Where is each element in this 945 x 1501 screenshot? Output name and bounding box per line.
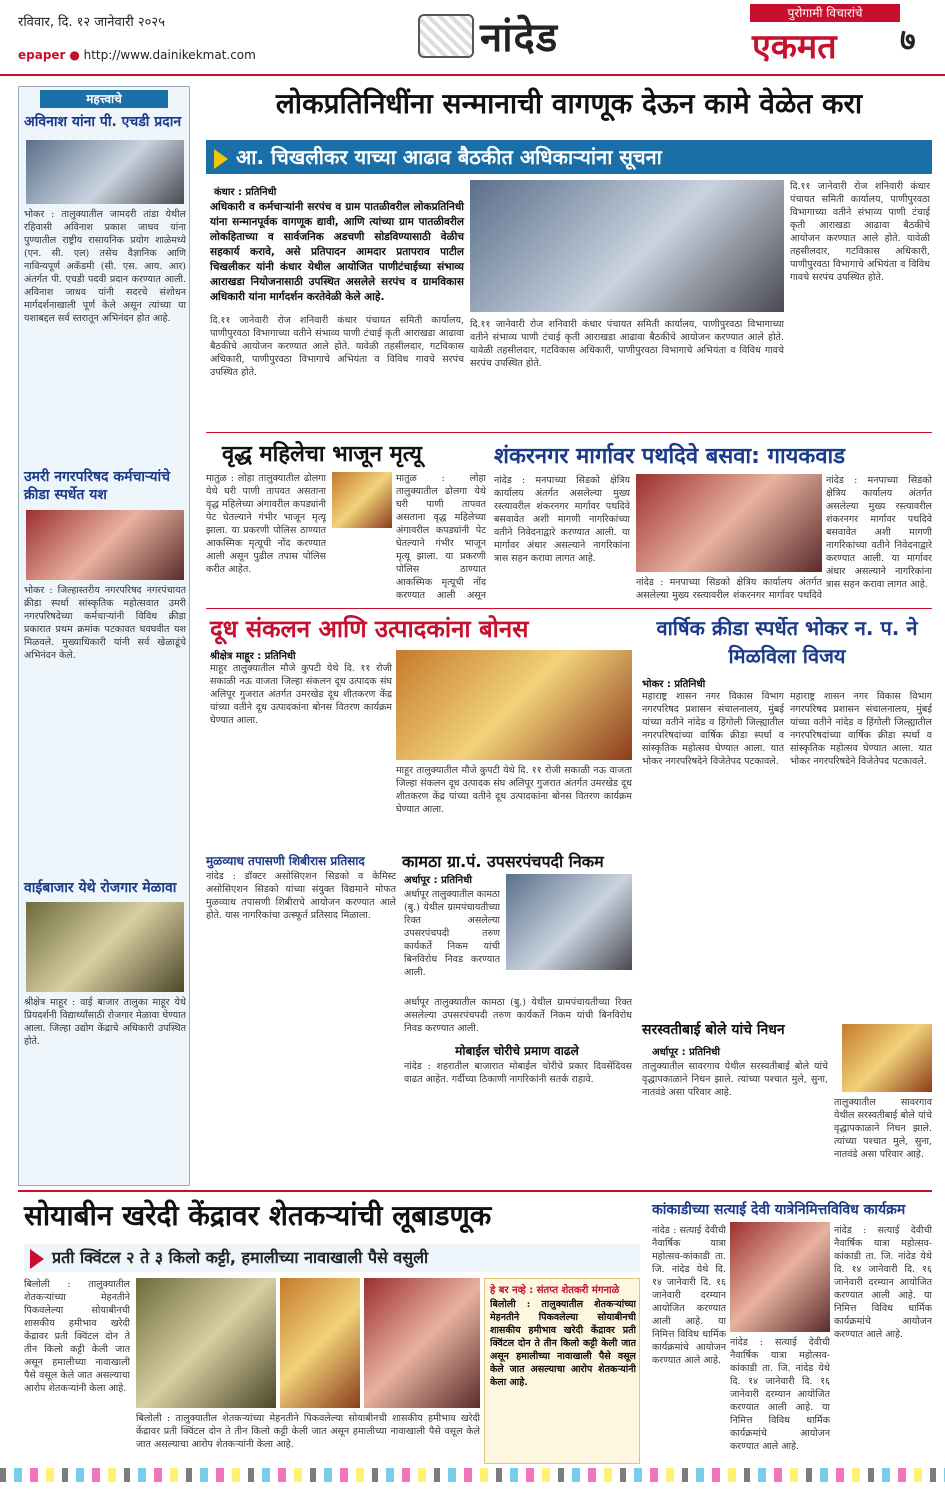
kamtha-photo xyxy=(506,874,632,970)
kakandi-text-2: नांदेड : सत्याई देवीची नैवार्षिक यात्रा महोत्सव-कांकाडी ता. जि. नांदेड येथे दि. १४ जानेवारी दि. १६ जानेवारी दरम्यान आयोजित करण्यात आली आहे. या निमित्त विविध धार्मिक कार्यक्रमांचे आयोजन करण्यात आले आहे. xyxy=(730,1337,830,1452)
dudh-photo xyxy=(396,650,632,760)
bottom-story-headline[interactable]: सोयाबीन खरेदी केंद्रावर शेतकऱ्यांची लूबाडणूक xyxy=(24,1199,492,1232)
shankar-photo xyxy=(636,474,822,572)
shankar-headline[interactable]: शंकरनगर मार्गावर पथदिवे बसवा: गायकवाड xyxy=(494,444,846,469)
mobile-text: नांदेड : शहरातील बाजारात मोबाईल चोरीचे प्रकार दिवसेंदिवस वाढत आहेत. गर्दीच्या ठिकाणी नागरिकांनी सतर्क राहावे. xyxy=(404,1061,632,1085)
dudh-byline: श्रीक्षेत्र माहूर : प्रतिनिधी xyxy=(210,651,296,662)
brand-tagline: पुरोगामी विचारांचे xyxy=(750,4,900,22)
globe-icon: ● xyxy=(69,48,80,62)
bottom-story-photo-1 xyxy=(136,1278,276,1408)
left-story2-text: भोकर : जिल्हास्तरीय नगरपरिषद नगरपंचायत क्रीडा स्पर्धा सांस्कृतिक महोत्सवात उमरी नगरपरिषदेच्या कर्मचाऱ्यांनी विविध क्रीडा प्रकारात प्रथम क्रमांक पटकावत घवघवीत यश मिळवले. मुख्याधिकारी यांनी सर्व खेळाडूंचे अभिनंदन केले. xyxy=(24,585,186,661)
bottom-story-sidebar-text: बिलोली : तालुक्यातील शेतकऱ्यांच्या मेहनतीने पिकवलेल्या सोयाबीनची शासकीय हमीभाव खरेदी केंद्रावर प्रती क्विंटल दोन ते तीन किलो कट्टी केली जात असून हमालीच्या नावाखाली पैसे वसूल केले जात असल्याचा आरोप शेतकऱ्यांनी केला आहे. xyxy=(490,1299,636,1388)
top-story-photo xyxy=(470,180,784,312)
epaper-label: epaper xyxy=(18,48,66,62)
kamtha-text: अर्धापूर तालुक्यातील कामठा (बु.) येथील ग्रामपंचायतीच्या रिक्त असलेल्या उपसरपंचपदी तरुण कार्यकर्ते निकम यांची बिनविरोध निवड करण्यात आली. xyxy=(404,889,500,978)
dudh-text-2: माहूर तालुक्यातील मौजे कुपटी येथे दि. ११ रोजी सकाळी नऊ वाजता जिल्हा संकलन दूध उत्पादक संघ अलिपूर गुजरात अंतर्गत उमरखेड दूध शीतकरण केंद्र यांच्या वतीने दूध उत्पादकांना बोनस वितरण कार्यक्रम घेण्यात आला. xyxy=(396,765,632,815)
bottom-story-text-2: बिलोली : तालुक्यातील शेतकऱ्यांच्या मेहनतीने पिकवलेल्या सोयाबीनची शासकीय हमीभाव खरेदी केंद्रावर प्रती क्विंटल दोन ते तीन किलो कट्टी केली जात असून हमालीच्या नावाखाली पैसे वसूल केले जात असल्याचा आरोप शेतकऱ्यांनी केला आहे. xyxy=(136,1413,480,1450)
divider xyxy=(206,432,932,433)
divider xyxy=(18,1190,932,1192)
shankar-text-2: नांदेड : मनपाच्या सिडको क्षेत्रिय कार्यालय अंतर्गत असलेल्या मुख्य रस्त्यावरील शंकरनगर मार्गावर पथदिवे xyxy=(636,577,822,601)
kamtha-text-2: अर्धापूर तालुक्यातील कामठा (बु.) येथील ग्रामपंचायतीच्या रिक्त असलेल्या उपसरपंचपदी तरुण कार्यकर्ते निकम यांची बिनविरोध निवड करण्यात आली. xyxy=(404,997,632,1034)
left-story3-text: श्रीक्षेत्र माहूर : वाई बाजार तालुका माहूर येथे प्रियदर्शनी विद्यार्थ्यांसाठी रोजगार मेळावा घेण्यात आला. जिल्हा उद्योग केंद्राचे अधिकारी उपस्थित होते. xyxy=(24,997,186,1047)
page-number: ७ xyxy=(900,23,916,58)
saraswati-text-2: तालुक्यातील सावरगाव येथील सरस्वतीबाई बोले यांचे वृद्धापकाळाने निधन झाले. त्यांच्या पश्चात मुले, सुना, नातवंडे असा परिवार आहे. xyxy=(834,1097,932,1160)
kakandi-text: नांदेड : सत्याई देवीची नैवार्षिक यात्रा महोत्सव-कांकाडी ता. जि. नांदेड येथे दि. १४ जानेवारी दि. १६ जानेवारी दरम्यान आयोजित करण्यात आली आहे. या निमित्त विविध धार्मिक कार्यक्रमांचे आयोजन करण्यात आले आहे. xyxy=(652,1225,726,1366)
arrow-icon xyxy=(214,149,228,169)
vrudh-headline[interactable]: वृद्ध महिलेचा भाजून मृत्यू xyxy=(222,442,422,467)
epaper-url: http://www.dainikekmat.com xyxy=(83,48,256,62)
city-emblem-icon xyxy=(418,14,474,58)
top-story-body-3: दि.११ जानेवारी रोज शनिवारी कंधार पंचायत समिती कार्यालय, पाणीपुरवठा विभागाच्या वतीने संभाव्य पाणी टंचाई कृती आराखडा आढावा बैठकीचे आयोजन करण्यात आले होते. यावेळी तहसीलदार, गटविकास अधिकारी, पाणीपुरवठा विभागाचे अभियंता व विविध गावचे सरपंच उपस्थित होते. xyxy=(790,181,930,283)
vrudh-photo xyxy=(332,472,392,528)
shankar-text: नांदेड : मनपाच्या सिडको क्षेत्रिय कार्यालय अंतर्गत असलेल्या मुख्य रस्त्यावरील शंकरनगर मार्गावर पथदिवे बसवावेत अशी मागणी नागरिकांच्या वतीने निवेदनाद्वारे करण्यात आली. या मार्गावर अंधार असल्याने नागरिकांना त्रास सहन करावा लागत आहे. xyxy=(494,475,630,564)
city-title: नांदेड xyxy=(480,15,559,61)
shibir-headline[interactable]: मुळव्याध तपासणी शिबीरास प्रतिसाद xyxy=(206,854,365,868)
saraswati-byline: अर्धापूर : प्रतिनिधी xyxy=(652,1047,720,1058)
mobile-headline[interactable]: मोबाईल चोरीचे प्रमाण वाढले xyxy=(455,1044,579,1058)
dudh-text: माहूर तालुक्यातील मौजे कुपटी येथे दि. ११ रोजी सकाळी नऊ वाजता जिल्हा संकलन दूध उत्पादक संघ अलिपूर गुजरात अंतर्गत उमरखेड दूध शीतकरण केंद्र यांच्या वतीने दूध उत्पादकांना बोनस वितरण कार्यक्रम घेण्यात आला. xyxy=(210,663,392,726)
bottom-story-subhead-text: प्रती क्विंटल २ ते ३ किलो कट्टी, हमालीच्या नावाखाली पैसे वसुली xyxy=(52,1248,429,1267)
kakandi-text-3: नांदेड : सत्याई देवीची नैवार्षिक यात्रा महोत्सव-कांकाडी ता. जि. नांदेड येथे दि. १४ जानेवारी दि. १६ जानेवारी दरम्यान आयोजित करण्यात आली आहे. या निमित्त विविध धार्मिक कार्यक्रमांचे आयोजन करण्यात आले आहे. xyxy=(834,1225,932,1340)
kakandi-photo xyxy=(730,1222,830,1332)
top-story-lede: अधिकारी व कर्मचाऱ्यांनी सरपंच व ग्राम पातळीवरील लोकप्रतिनिधी यांना सन्मानपूर्वक वागणूक द्यावी, आणि त्यांच्या ग्राम पातळीवरील लोकहिताच्या व सार्वजनिक अडचणी सोडविण्यासाठी वेळीच सहकार्य करावे, असे प्रतिपादन आमदार प्रतापराव पाटील चिखलीकर यांनी कंधार येथील आयोजित पाणीटंचाईच्या संभाव्य आराखडा नियोजनासाठी उपस्थित असलेले सरपंच व ग्रामविकास अधिकारी यांना मार्गदर्शन करतेवेळी केले आहे. xyxy=(210,201,464,303)
saraswati-photo xyxy=(842,1024,932,1092)
top-story-body: दि.११ जानेवारी रोज शनिवारी कंधार पंचायत समिती कार्यालय, पाणीपुरवठा विभागाच्या वतीने संभाव्य पाणी टंचाई कृती आराखडा आढावा बैठकीचे आयोजन करण्यात आले होते. यावेळी तहसीलदार, गटविकास अधिकारी, पाणीपुरवठा विभागाचे अभियंता व विविध गावचे सरपंच उपस्थित होते. xyxy=(210,315,464,378)
bottom-story-subhead xyxy=(24,1244,640,1272)
krida-text-2: महाराष्ट्र शासन नगर विकास विभाग नगरपरिषद प्रशासन संचालनालय, मुंबई यांच्या वतीने नांदेड व हिंगोली जिल्ह्यातील नगरपरिषदांच्या वार्षिक क्रीडा स्पर्धा व सांस्कृतिक महोत्सव घेण्यात आला. यात भोकर नगरपरिषदेने विजेतेपद पटकावले. xyxy=(790,691,932,767)
left-story3-photo xyxy=(26,902,184,992)
kamtha-byline: अर्धापूर : प्रतिनिधी xyxy=(404,875,472,886)
vrudh-text-2: मातुळ : लोहा तालुक्यातील ढोलगा येथे घरी पाणी तापवत असताना वृद्ध महिलेच्या अंगावरील कपड्यांनी पेट घेतल्याने गंभीर भाजून मृत्यू झाला. या प्रकरणी पोलिस ठाण्यात आकस्मिक मृत्यूची नोंद करण्यात आली असून xyxy=(396,473,486,600)
bottom-story-photo-2 xyxy=(280,1278,360,1408)
epaper-link[interactable] xyxy=(18,48,256,62)
krida-text: महाराष्ट्र शासन नगर विकास विभाग नगरपरिषद प्रशासन संचालनालय, मुंबई यांच्या वतीने नांदेड व हिंगोली जिल्ह्यातील नगरपरिषदांच्या वार्षिक क्रीडा स्पर्धा व सांस्कृतिक महोत्सव घेण्यात आला. यात भोकर नगरपरिषदेने विजेतेपद पटकावले. xyxy=(642,691,784,767)
arrow-icon xyxy=(30,1249,44,1269)
dudh-headline[interactable]: दूध संकलन आणि उत्पादकांना बोनस xyxy=(210,615,529,643)
brand-logo: एकमत xyxy=(752,27,837,67)
left-story1-text: भोकर : तालुक्यातील जामदरी तांडा येथील रहिवासी अविनाश प्रकाश जाधव यांना पुण्यातील राष्ट्रीय रासायनिक प्रयोग शाळेमध्ये (एन. सी. एल) तसेच वैज्ञानिक आणि नाविन्यपूर्ण अकॅडमी (सी. एस. आय. आर) अंतर्गत पी. एचडी पदवी प्रदान करण्यात आली. अविनाश जाधव यांनी सदरचे संशोधन मार्गदर्शनाखाली पूर्ण केले असून त्यांच्या या यशाबद्दल सर्व स्तरातून अभिनंदन होत आहे. xyxy=(24,209,186,324)
top-story-subhead xyxy=(206,140,932,174)
left-story2-headline[interactable]: उमरी नगरपरिषद कर्मचाऱ्यांचे क्रीडा स्पर्धेत यश xyxy=(24,469,170,503)
top-story-body-2: दि.११ जानेवारी रोज शनिवारी कंधार पंचायत समिती कार्यालय, पाणीपुरवठा विभागाच्या वतीने संभाव्य पाणी टंचाई कृती आराखडा आढावा बैठकीचे आयोजन करण्यात आले होते. यावेळी तहसीलदार, गटविकास अधिकारी, पाणीपुरवठा विभागाचे अभियंता व विविध गावचे सरपंच उपस्थित होते. xyxy=(470,319,784,369)
issue-date: रविवार, दि. १२ जानेवारी २०२५ xyxy=(18,15,165,30)
bottom-story-photo-3 xyxy=(364,1278,480,1408)
kakandi-headline[interactable]: कांकाडीच्या सत्याई देवी यात्रेनिमित्तविविध कार्यक्रम xyxy=(652,1202,906,1218)
top-story-headline[interactable]: लोकप्रतिनिधींना सन्मानाची वागणूक देऊन कामे वेळेत करा xyxy=(275,87,863,120)
left-story2-photo xyxy=(26,510,184,580)
saraswati-text: तालुक्यातील सावरगाव येथील सरस्वतीबाई बोले यांचे वृद्धापकाळाने निधन झाले. त्यांच्या पश्चात मुले, सुना, नातवंडे असा परिवार आहे. xyxy=(642,1061,828,1098)
section-label: महत्त्वाचे xyxy=(40,90,168,108)
left-story3-headline[interactable]: वाईबाजार येथे रोजगार मेळावा xyxy=(24,880,177,896)
top-story-byline: कंधार : प्रतिनिधी xyxy=(214,187,277,198)
saraswati-headline[interactable]: सरस्वतीबाई बोले यांचे निधन xyxy=(642,1022,785,1038)
krida-byline: भोकर : प्रतिनिधी xyxy=(642,679,706,690)
left-story1-headline[interactable]: अविनाश यांना पी. एचडी प्रदान xyxy=(24,114,182,130)
left-story1-photo xyxy=(26,140,184,204)
print-registration-strip xyxy=(0,1468,945,1482)
shibir-text: नांदेड : डॉक्टर असोसिएशन सिडको व केमिस्ट असोसिएशन सिडको यांच्या संयुक्त विद्यमाने मोफत मुळव्याध तपासणी शिबीराचे आयोजन करण्यात आले होते. यास नागरिकांचा उत्स्फूर्त प्रतिसाद मिळाला. xyxy=(206,871,396,921)
divider xyxy=(206,608,932,609)
top-story-subhead-text: आ. चिखलीकर याच्या आढाव बैठकीत अधिकाऱ्यांना सूचना xyxy=(236,145,662,169)
bottom-story-text: बिलोली : तालुक्यातील शेतकऱ्यांच्या मेहनतीने पिकवलेल्या सोयाबीनची शासकीय हमीभाव खरेदी केंद्रावर प्रती क्विंटल दोन ते तीन किलो कट्टी केली जात असून हमालीच्या नावाखाली पैसे वसूल केले जात असल्याचा आरोप शेतकऱ्यांनी केला आहे. xyxy=(24,1279,130,1394)
krida-headline[interactable]: वार्षिक क्रीडा स्पर्धेत भोकर न. प. ने मिळविला विजय xyxy=(656,616,918,668)
bottom-story-highlight: हे बर नव्हे : संतप्त शेतकरी मंगनाळे xyxy=(490,1285,620,1296)
vrudh-text: मातुळ : लोहा तालुक्यातील ढोलगा येथे घरी पाणी तापवत असताना वृद्ध महिलेच्या अंगावरील कपड्यांनी पेट घेतल्याने गंभीर भाजून मृत्यू झाला. या प्रकरणी पोलिस ठाण्यात आकस्मिक मृत्यूची नोंद करण्यात आली असून पुढील तपास पोलिस करीत आहेत. xyxy=(206,473,326,575)
kamtha-headline[interactable]: कामठा ग्रा.पं. उपसरपंचपदी निकम xyxy=(402,852,604,871)
shankar-text-3: नांदेड : मनपाच्या सिडको क्षेत्रिय कार्यालय अंतर्गत असलेल्या मुख्य रस्त्यावरील शंकरनगर मार्गावर पथदिवे बसवावेत अशी मागणी नागरिकांच्या वतीने निवेदनाद्वारे करण्यात आली. या मार्गावर अंधार असल्याने नागरिकांना त्रास सहन करावा लागत आहे. xyxy=(826,475,932,590)
